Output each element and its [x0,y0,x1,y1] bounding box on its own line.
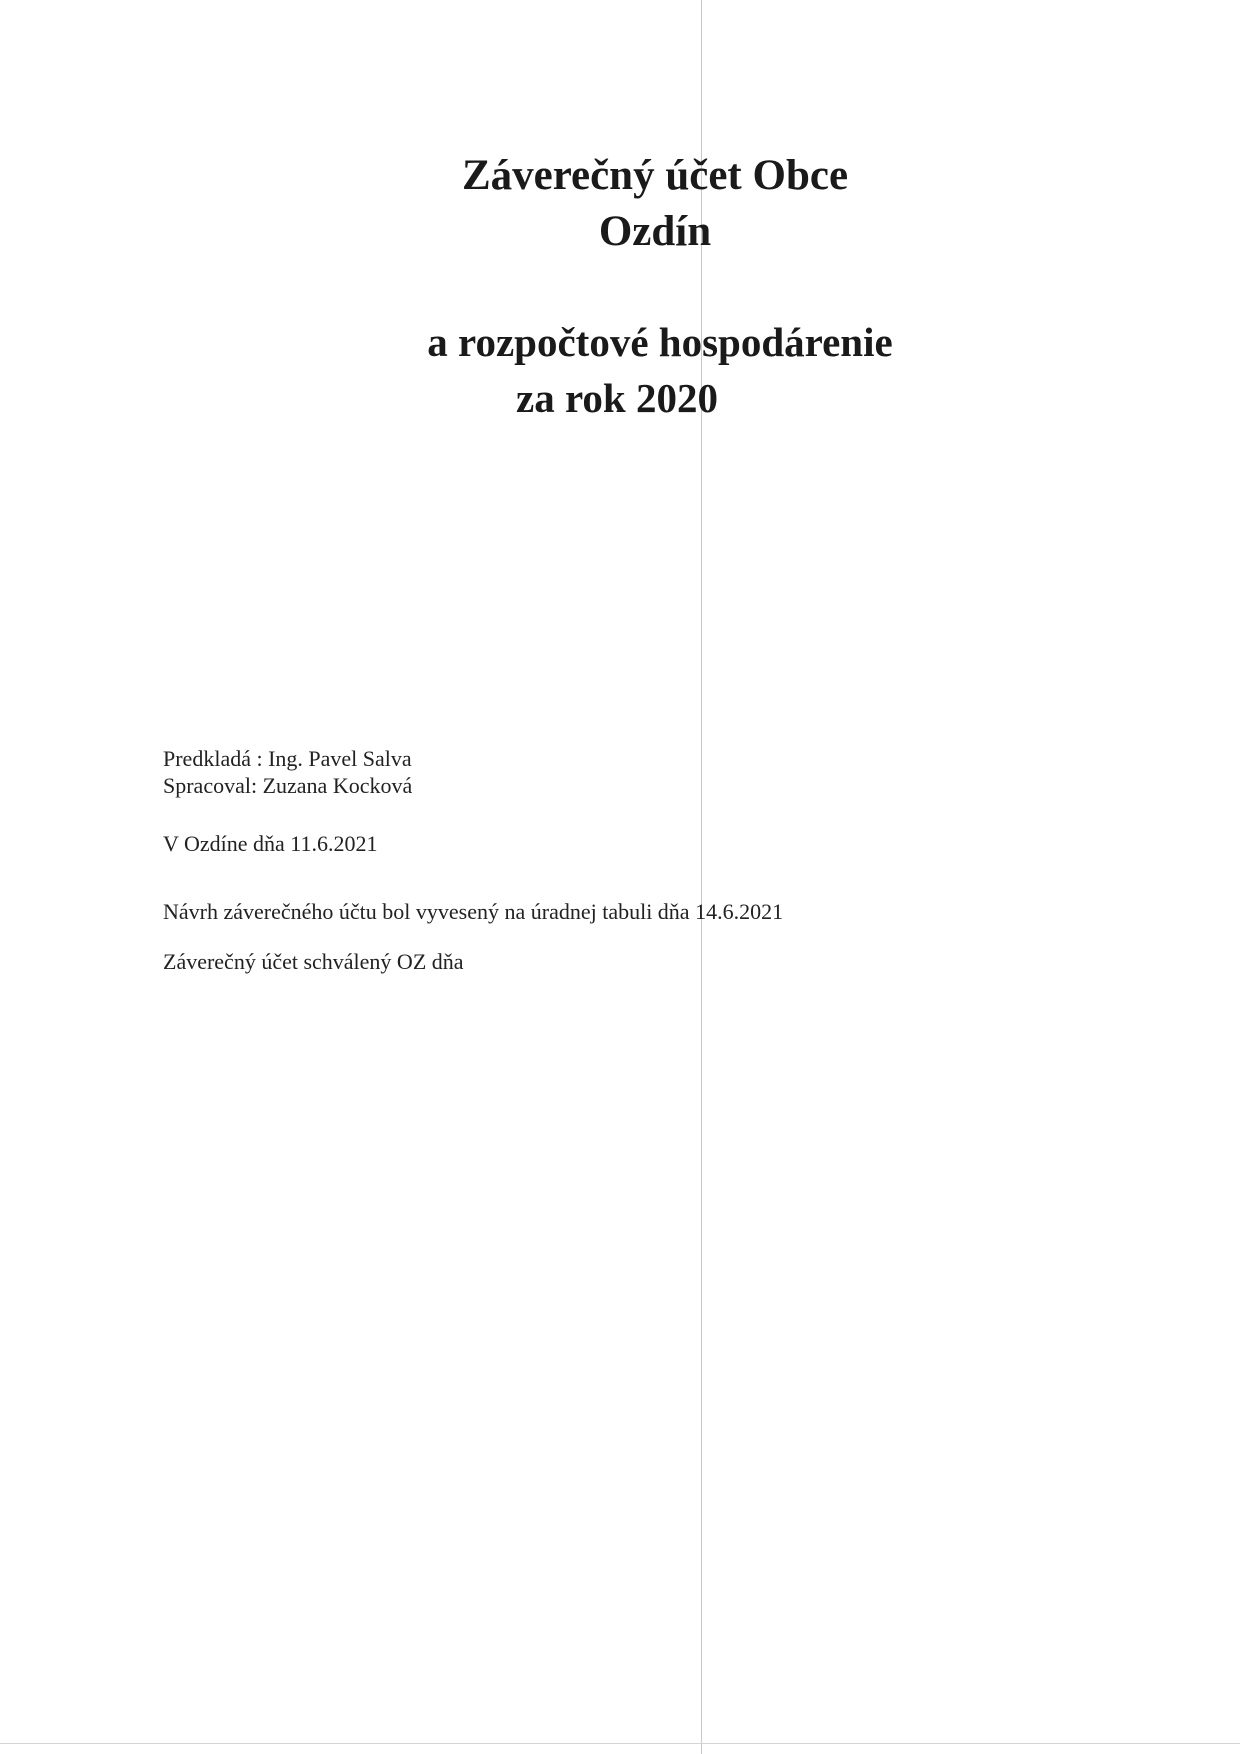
prepared-by: Spracoval: Zuzana Kocková [163,773,413,798]
document-title [360,148,960,260]
authors-block [163,745,412,799]
title-line-1: Záverečný účet Obce [461,152,849,199]
subtitle-line-2: za rok 2020 [516,375,718,421]
scan-fold-line [701,0,702,1754]
approval-note: Záverečný účet schválený OZ dňa [163,949,464,974]
scan-edge-line [0,1743,1240,1744]
posted-notice: Návrh záverečného účtu bol vyvesený na úradnej tabuli dňa 14.6.2021 [163,899,784,924]
subtitle-line-1: a rozpočtové hospodárenie [427,319,893,365]
place-date: V Ozdíne dňa 11.6.2021 [163,831,378,856]
submitted-by: Predkladá : Ing. Pavel Salva [163,746,412,771]
document-subtitle [360,314,960,426]
title-line-2: Ozdín [598,208,712,255]
